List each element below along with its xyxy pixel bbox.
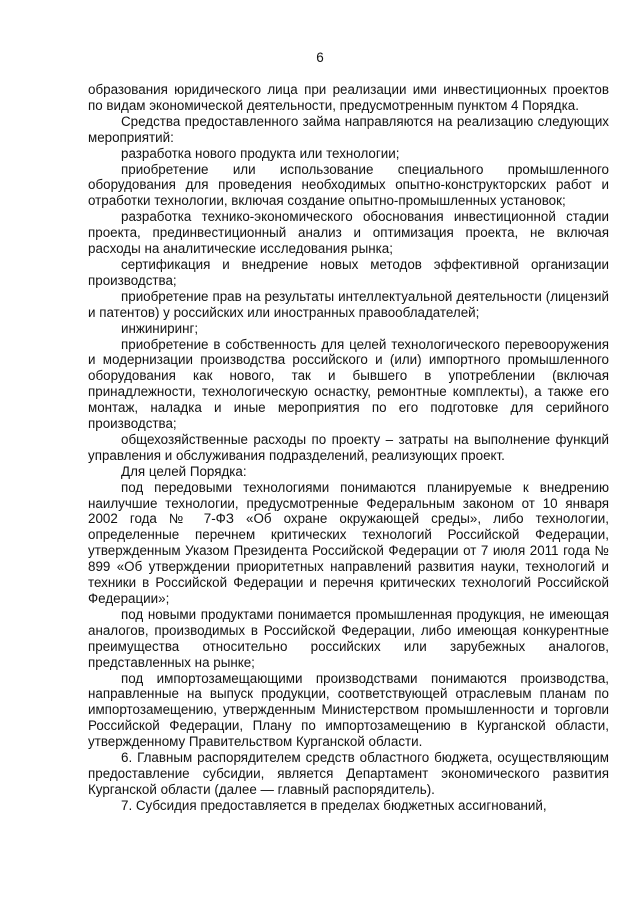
paragraph-loan-purposes: Средства предоставленного займа направляются на реализацию следующих мероприятий: [88,113,609,145]
definition-advanced-technologies: под передовыми технологиями понимаются планируемые к внедрению наилучшие технологии, предусмотренные Федеральным законом от 10 января 2002 года № 7-ФЗ «Об охране окружающей среды», либо технологии, определенные перечнем критических технологий Российской Федерации, утвержденным Указом Президента Российской Федерации от 7 июля 2011 года № 899 «Об утверждении приоритетных направлений развития науки, технологий и техники в Российской Федерации и перечня критических технологий Российской Федерации»; [88,479,609,606]
list-item-new-product: разработка нового продукта или технологии; [121,145,400,161]
list-item-overhead: общехозяйственные расходы по проекту – затраты на выполнение функций управления и обслуживания подразделений, реализующих проект. [88,431,609,463]
list-item-engineering: инжиниринг; [121,320,199,336]
clause-6: 6. Главным распорядителем средств областного бюджета, осуществляющим предоставление субсидии, является Департамент экономического развития Курганской области (далее — главный распорядитель). [88,750,609,797]
document-body [88,82,609,814]
list-item-feasibility-study: разработка технико-экономического обоснования инвестиционной стадии проекта, прединвестиционный анализ и оптимизация проекта, не включая расходы на аналитические исследования рынка; [88,209,609,257]
definition-new-products: под новыми продуктами понимается промышленная продукция, не имеющая аналогов, производимых в Российской Федерации, либо имеющая конкурентные преимущества относительно российских или зарубежных аналогов, представленных на рынке; [88,606,609,670]
definition-import-substitution: под импортозамещающими производствами понимаются производства, направленные на выпуск продукции, соответствующей отраслевым планам по импортозамещению, утвержденным Министерством промышленности и торговли Российской Федерации, Плану по импортозамещению в Курганской области, утвержденному Правительством Курганской области. [88,670,609,750]
list-item-ip-rights: приобретение прав на результаты интеллектуальной деятельности (лицензий и патентов) у российских или иностранных правообладателей; [88,288,609,320]
page-number: 6 [316,50,324,65]
list-item-acquisition: приобретение в собственность для целей технологического перевооружения и модернизации производства российского и (или) импортного промышленного оборудования как нового, так и бывшего в употреблении (включая принадлежности, технологическую оснастку, ремонтные комплекты), а также его монтаж, наладка и иные мероприятия по его подготовке для серийного производства; [88,336,609,432]
paragraph-continuation: образования юридического лица при реализации ими инвестиционных проектов по видам экономической деятельности, предусмотренным пунктом 4 Порядка. [88,82,609,113]
list-item-certification: сертификация и внедрение новых методов эффективной организации производства; [88,256,609,288]
list-item-equipment: приобретение или использование специального промышленного оборудования для проведения необходимых опытно-конструкторских работ и отработки технологии, включая создание опытно-промышленных установок; [88,161,609,209]
paragraph-definitions-intro: Для целей Порядка: [121,463,247,479]
clause-7: 7. Субсидия предоставляется в пределах бюджетных ассигнований, [121,797,547,813]
